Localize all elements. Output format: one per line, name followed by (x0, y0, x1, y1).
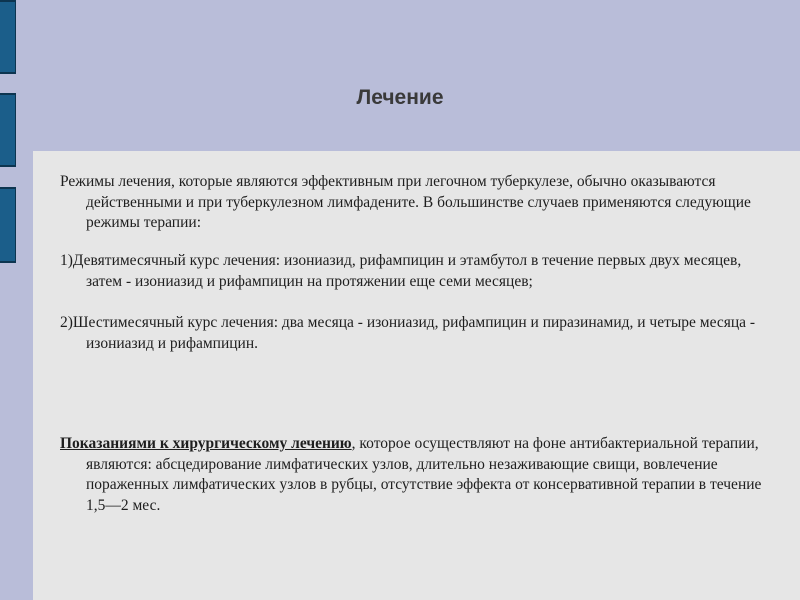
decorative-side-bar-top (0, 0, 16, 74)
slide-title: Лечение (356, 86, 444, 109)
surgery-indications-lead: Показаниями к хирургическому лечению (60, 435, 352, 452)
surgery-indications-paragraph (60, 434, 776, 516)
treatment-regimen-2: 2)Шестимесячный курс лечения: два месяца - изониазид, рифампицин и пиразинамид, и четыре месяца - изониазид и рифампицин. (60, 314, 756, 352)
content-box (33, 151, 800, 600)
intro-paragraph: Режимы лечения, которые являются эффективным при легочном туберкулезе, обычно оказываются действенными и при туберкулезном лимфадените. В большинстве случаев применяются следующие режимы терапии: (60, 173, 751, 231)
treatment-regimen-1: 1)Девятимесячный курс лечения: изониазид, рифампицин и этамбутол в течение первых двух месяцев, затем - изониазид и рифампицин на протяжении еще семи месяцев; (60, 252, 742, 290)
surgery-indications-text: , которое осуществляют на фоне антибактериальной терапии, являются: абсцедирование лимфатических узлов, длительно незаживающие свищи, вовлечение пораженных лимфатических узлов в рубцы, отсутствие эффекта от консервативной терапии в течение 1,5—2 мес. (86, 435, 762, 514)
decorative-side-bar-bottom (0, 187, 16, 263)
